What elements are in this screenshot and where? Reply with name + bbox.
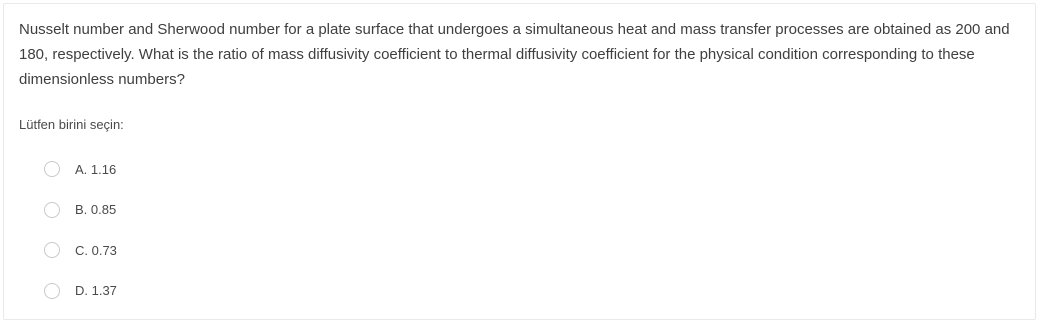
option-d[interactable]	[44, 271, 117, 312]
option-a-label[interactable]: A. 1.16	[75, 161, 117, 177]
option-b-label[interactable]: B. 0.85	[75, 202, 117, 218]
answer-prompt: Lütfen birini seçin:	[19, 117, 124, 132]
option-d-label[interactable]: D. 1.37	[75, 283, 117, 299]
radio-button-a[interactable]	[44, 161, 60, 177]
radio-button-b[interactable]	[44, 202, 60, 218]
radio-button-d[interactable]	[44, 283, 60, 299]
option-a[interactable]	[44, 149, 117, 190]
answer-options	[44, 149, 117, 311]
radio-button-c[interactable]	[44, 242, 60, 258]
question-card	[3, 3, 1036, 320]
option-c-label[interactable]: C. 0.73	[75, 242, 117, 258]
option-c[interactable]	[44, 230, 117, 271]
option-b[interactable]	[44, 190, 117, 231]
question-text: Nusselt number and Sherwood number for a plate surface that undergoes a simultaneous heat and mass transfer processes are obtained as 200 and 180, respectively. What is the ratio of mass diffusivity coefficient to thermal diffusivity coefficient for the physical condition corresponding to these dimensionless numbers?	[19, 21, 1010, 88]
